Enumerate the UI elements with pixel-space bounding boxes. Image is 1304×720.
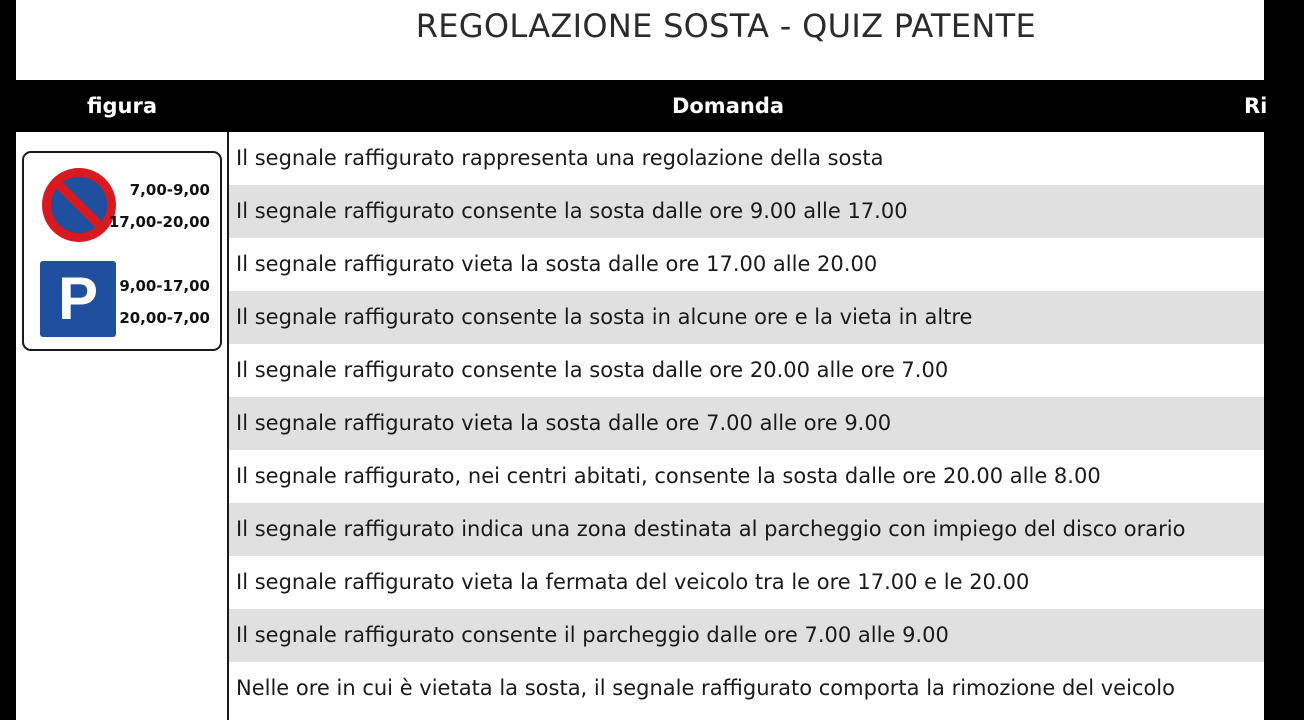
parking-letter: P [57, 265, 99, 332]
no-parking-time-2: 17,00-20,00 [108, 213, 210, 231]
header-figura: figura [86, 94, 158, 118]
table-header [16, 80, 1268, 132]
header-domanda: Domanda [671, 94, 785, 118]
question-row: Il segnale raffigurato vieta la sosta dalle ore 17.00 alle 20.00 [229, 238, 1264, 291]
no-parking-time-1: 7,00-9,00 [129, 181, 210, 199]
question-row: Il segnale raffigurato indica una zona destinata al parcheggio con impiego del disco orario [229, 503, 1264, 556]
parking-time-2: 20,00-7,00 [119, 309, 210, 327]
no-parking-sign-icon [39, 165, 119, 245]
question-row: Il segnale raffigurato consente la sosta dalle ore 20.00 alle ore 7.00 [229, 344, 1264, 397]
question-row: Nelle ore in cui è vietata la sosta, il segnale raffigurato comporta la rimozione del veicolo [229, 662, 1264, 715]
page [16, 0, 1268, 720]
figure-column [16, 132, 229, 720]
parking-time-1: 9,00-17,00 [119, 277, 210, 295]
question-row: Il segnale raffigurato, nei centri abitati, consente la sosta dalle ore 20.00 alle 8.00 [229, 450, 1264, 503]
page-title: REGOLAZIONE SOSTA - QUIZ PATENTE [415, 7, 1036, 45]
header-risposta: Ri [1244, 94, 1268, 118]
question-row: Il segnale raffigurato vieta la fermata del veicolo tra le ore 17.00 e le 20.00 [229, 556, 1264, 609]
road-sign-figure [22, 151, 222, 351]
parking-sign-icon [40, 261, 116, 337]
questions-list [229, 132, 1264, 715]
question-row: Il segnale raffigurato consente la sosta in alcune ore e la vieta in altre [229, 291, 1264, 344]
question-row: Il segnale raffigurato consente il parcheggio dalle ore 7.00 alle 9.00 [229, 609, 1264, 662]
question-row: Il segnale raffigurato vieta la sosta dalle ore 7.00 alle ore 9.00 [229, 397, 1264, 450]
question-row: Il segnale raffigurato consente la sosta dalle ore 9.00 alle 17.00 [229, 185, 1264, 238]
question-row: Il segnale raffigurato rappresenta una regolazione della sosta [229, 132, 1264, 185]
